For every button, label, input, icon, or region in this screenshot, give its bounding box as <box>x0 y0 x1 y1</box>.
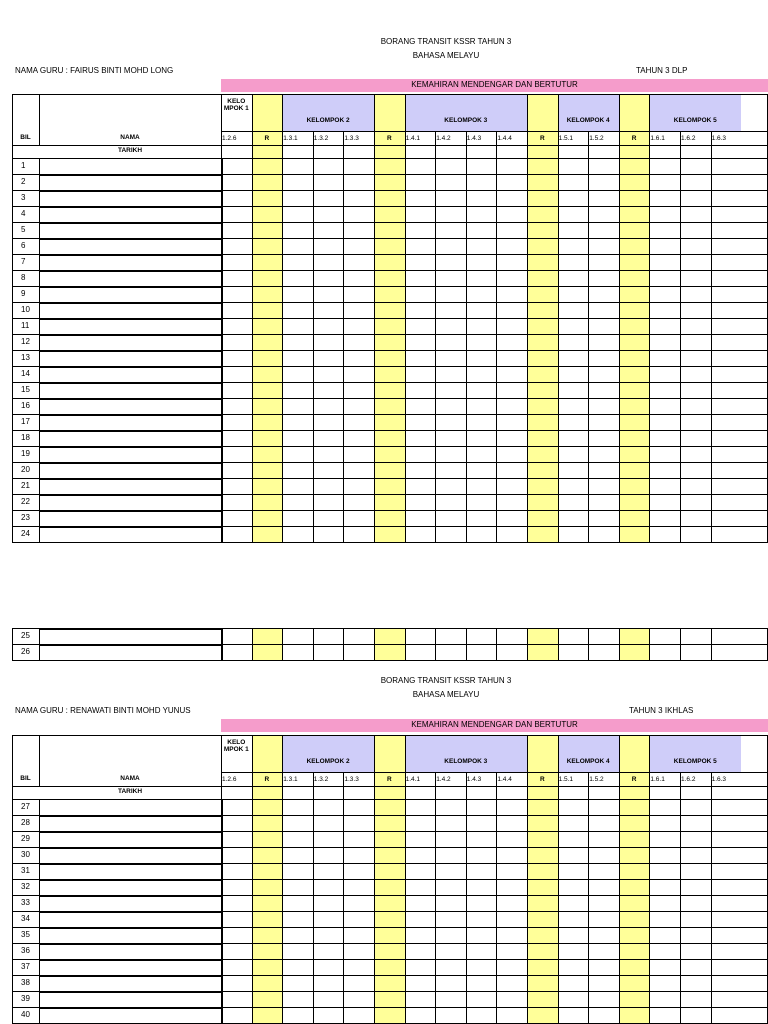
student-name-cell[interactable] <box>40 351 220 365</box>
grid-line <box>221 131 768 132</box>
review-code: R <box>539 776 545 783</box>
student-name-cell[interactable] <box>40 175 220 189</box>
grid-line <box>12 94 13 158</box>
skill-banner: KEMAHIRAN MENDENGAR DAN BERTUTUR <box>221 79 768 92</box>
skill-code: 1.6.2 <box>681 776 696 783</box>
student-name-cell[interactable] <box>40 527 220 541</box>
grid-line <box>711 799 712 1023</box>
skill-code: 1.4.3 <box>466 135 482 142</box>
student-name-cell[interactable] <box>40 431 220 445</box>
review-code: R <box>386 135 392 142</box>
skill-code: 1.6.1 <box>650 135 665 142</box>
student-name-cell[interactable] <box>40 255 220 269</box>
student-name-cell[interactable] <box>40 335 220 349</box>
review-code: R <box>631 135 637 142</box>
row-number: 16 <box>21 401 30 410</box>
review-code: R <box>264 776 270 783</box>
group-header-fill <box>649 736 741 772</box>
grid-line <box>343 799 344 1023</box>
group1-header-label: KELO MPOK 1 <box>223 98 249 112</box>
grid-line <box>558 628 559 660</box>
grid-line <box>619 735 620 799</box>
row-number: 15 <box>21 385 30 394</box>
class-name: TAHUN 3 DLP <box>636 66 688 75</box>
row-number: 18 <box>21 433 30 442</box>
row-number: 22 <box>21 497 30 506</box>
grid-line <box>405 158 406 542</box>
form-title: BORANG TRANSIT KSSR TAHUN 3 <box>380 676 512 685</box>
teacher-name: NAMA GURU : FAIRUS BINTI MOHD LONG <box>15 66 174 75</box>
grid-line <box>466 158 467 542</box>
grid-line <box>252 628 253 660</box>
skill-code: 1.4.3 <box>466 776 482 783</box>
student-name-cell[interactable] <box>40 191 220 205</box>
grid-line <box>527 799 528 1023</box>
grid-line <box>313 799 314 1023</box>
grid-line <box>558 735 559 799</box>
class-name: TAHUN 3 IKHLAS <box>629 706 694 715</box>
student-name-cell[interactable] <box>40 271 220 285</box>
group-header-label: KELOMPOK 3 <box>444 758 488 765</box>
grid-line <box>221 94 222 158</box>
col-bil-header: BIL <box>20 775 31 782</box>
grid-line <box>558 94 559 158</box>
row-number: 24 <box>21 529 30 538</box>
student-name-cell[interactable] <box>40 880 220 894</box>
row-number: 12 <box>21 337 30 346</box>
student-name-cell[interactable] <box>40 463 220 477</box>
skill-code: 1.4.4 <box>497 776 512 783</box>
grid-line <box>496 799 497 1023</box>
row-number: 5 <box>21 225 26 234</box>
grid-line <box>12 735 13 799</box>
grid-line <box>39 628 40 660</box>
row-number: 38 <box>21 978 30 987</box>
skill-code: 1.3.2 <box>313 776 329 783</box>
student-name-cell[interactable] <box>40 629 220 643</box>
student-name-cell[interactable] <box>40 303 220 317</box>
review-code: R <box>386 776 392 783</box>
skill-banner: KEMAHIRAN MENDENGAR DAN BERTUTUR <box>221 719 768 732</box>
grid-line <box>374 735 375 799</box>
grid-line <box>221 735 222 799</box>
grid-line <box>12 735 768 736</box>
row-number: 14 <box>21 369 30 378</box>
student-name-cell[interactable] <box>40 223 220 237</box>
grid-line <box>221 799 223 1023</box>
student-name-cell[interactable] <box>40 207 220 221</box>
student-name-cell[interactable] <box>40 800 220 814</box>
row-number: 28 <box>21 818 30 827</box>
group-header-fill <box>649 95 741 131</box>
skill-code: 1.4.1 <box>405 135 421 142</box>
grid-line <box>282 94 283 158</box>
row-number: 6 <box>21 241 26 250</box>
grid-line <box>466 628 467 660</box>
grid-line <box>12 628 768 629</box>
grid-line <box>12 94 768 95</box>
student-name-cell[interactable] <box>40 928 220 942</box>
student-name-cell[interactable] <box>40 832 220 846</box>
row-number: 32 <box>21 882 30 891</box>
skill-code: 1.4.2 <box>436 135 451 142</box>
grid-line <box>649 735 650 799</box>
grid-line <box>649 799 650 1023</box>
group-header-label: KELOMPOK 2 <box>306 758 350 765</box>
row-number: 11 <box>21 321 30 330</box>
skill-code: 1.5.1 <box>558 776 574 783</box>
student-name-cell[interactable] <box>40 944 220 958</box>
teacher-name: NAMA GURU : RENAWATI BINTI MOHD YUNUS <box>15 706 191 715</box>
student-name-cell[interactable] <box>40 976 220 990</box>
row-number: 35 <box>21 930 30 939</box>
student-name-cell[interactable] <box>40 816 220 830</box>
grid-line <box>374 94 375 158</box>
grid-line <box>558 158 559 542</box>
row-number: 36 <box>21 946 30 955</box>
skill-code: 1.5.2 <box>589 135 604 142</box>
student-name-cell[interactable] <box>40 159 220 173</box>
skill-code: 1.5.1 <box>558 135 574 142</box>
skill-code: 1.2.6 <box>222 776 237 783</box>
student-name-cell[interactable] <box>40 287 220 301</box>
form-title: BORANG TRANSIT KSSR TAHUN 3 <box>380 37 512 46</box>
grid-line <box>12 786 768 787</box>
row-number: 10 <box>21 305 30 314</box>
student-name-cell[interactable] <box>40 239 220 253</box>
student-name-cell[interactable] <box>40 1008 220 1022</box>
grid-line <box>39 799 40 1023</box>
group-header-fill <box>558 95 619 131</box>
row-number: 1 <box>21 161 26 170</box>
grid-line <box>12 158 13 542</box>
group-header-fill <box>558 736 619 772</box>
group-header-label: KELOMPOK 2 <box>306 117 350 124</box>
skill-code: 1.4.4 <box>497 135 512 142</box>
grid-line <box>12 145 768 146</box>
row-number: 20 <box>21 465 30 474</box>
grid-line <box>588 158 589 542</box>
row-number: 37 <box>21 962 30 971</box>
student-name-cell[interactable] <box>40 960 220 974</box>
grid-line <box>12 542 768 543</box>
grid-line <box>435 158 436 542</box>
grid-line <box>252 799 253 1023</box>
student-name-cell[interactable] <box>40 992 220 1006</box>
student-name-cell[interactable] <box>40 319 220 333</box>
grid-line <box>711 158 712 542</box>
grid-line <box>282 158 283 542</box>
row-number: 4 <box>21 209 26 218</box>
grid-line <box>405 735 406 799</box>
grid-line <box>374 628 375 660</box>
grid-line <box>527 158 528 542</box>
grid-line <box>405 94 406 158</box>
grid-line <box>343 628 344 660</box>
grid-line <box>374 799 375 1023</box>
group-header-label: KELOMPOK 4 <box>566 117 610 124</box>
group-header-fill <box>405 95 527 131</box>
skill-code: 1.6.3 <box>711 135 727 142</box>
student-name-cell[interactable] <box>40 479 220 493</box>
row-number: 7 <box>21 257 26 266</box>
student-name-cell[interactable] <box>40 367 220 381</box>
student-name-cell[interactable] <box>40 399 220 413</box>
student-name-cell[interactable] <box>40 495 220 509</box>
grid-line <box>252 735 253 799</box>
group-header-fill <box>282 736 374 772</box>
grid-line <box>221 772 768 773</box>
subject-title: BAHASA MELAYU <box>412 690 480 699</box>
subject-title: BAHASA MELAYU <box>412 51 480 60</box>
grid-line <box>12 628 13 660</box>
grid-line <box>527 628 528 660</box>
group-header-label: KELOMPOK 5 <box>673 117 717 124</box>
grid-line <box>313 158 314 542</box>
group-header-label: KELOMPOK 4 <box>566 758 610 765</box>
grid-line <box>435 628 436 660</box>
skill-code: 1.5.2 <box>589 776 604 783</box>
student-name-cell[interactable] <box>40 645 220 659</box>
col-nama-header: NAMA <box>120 775 140 782</box>
student-name-cell[interactable] <box>40 912 220 926</box>
skill-code: 1.6.1 <box>650 776 665 783</box>
skill-code: 1.6.3 <box>711 776 727 783</box>
student-name-cell[interactable] <box>40 447 220 461</box>
group-header-label: KELOMPOK 5 <box>673 758 717 765</box>
skill-code: 1.3.1 <box>283 135 298 142</box>
group-header-label: KELOMPOK 3 <box>444 117 488 124</box>
skill-code: 1.4.1 <box>405 776 421 783</box>
grid-line <box>711 628 712 660</box>
group-header-fill <box>405 736 527 772</box>
grid-line <box>649 158 650 542</box>
row-number: 13 <box>21 353 30 362</box>
grid-line <box>12 799 13 1023</box>
row-number: 26 <box>21 647 30 656</box>
skill-code: 1.3.2 <box>313 135 329 142</box>
row-number: 2 <box>21 177 26 186</box>
review-code: R <box>539 135 545 142</box>
grid-line <box>435 799 436 1023</box>
grid-line <box>466 799 467 1023</box>
grid-line <box>282 628 283 660</box>
grid-line <box>12 660 768 661</box>
skill-code: 1.4.2 <box>436 776 451 783</box>
row-number: 19 <box>21 449 30 458</box>
grid-line <box>619 94 620 158</box>
student-name-cell[interactable] <box>40 415 220 429</box>
skill-code: 1.3.3 <box>344 776 359 783</box>
grid-line <box>405 628 406 660</box>
row-number: 39 <box>21 994 30 1003</box>
tarikh-row-label: TARIKH <box>117 788 143 795</box>
review-code: R <box>264 135 270 142</box>
row-number: 31 <box>21 866 30 875</box>
row-number: 9 <box>21 289 26 298</box>
skill-code: 1.6.2 <box>681 135 696 142</box>
grid-line <box>496 158 497 542</box>
row-number: 21 <box>21 481 30 490</box>
grid-line <box>252 94 253 158</box>
grid-line <box>649 628 650 660</box>
grid-line <box>282 799 283 1023</box>
grid-line <box>252 158 253 542</box>
col-nama-header: NAMA <box>120 134 140 141</box>
row-number: 40 <box>21 1010 30 1019</box>
grid-line <box>282 735 283 799</box>
row-number: 29 <box>21 834 30 843</box>
row-number: 33 <box>21 898 30 907</box>
row-number: 23 <box>21 513 30 522</box>
grid-line <box>496 628 497 660</box>
skill-code: 1.3.3 <box>344 135 359 142</box>
grid-line <box>374 158 375 542</box>
grid-line <box>680 628 681 660</box>
row-number: 17 <box>21 417 30 426</box>
student-name-cell[interactable] <box>40 848 220 862</box>
row-number: 3 <box>21 193 26 202</box>
group1-header-label: KELO MPOK 1 <box>223 739 249 753</box>
row-number: 25 <box>21 631 30 640</box>
grid-line <box>619 799 620 1023</box>
col-bil-header: BIL <box>20 134 31 141</box>
grid-line <box>221 628 223 660</box>
group-header-fill <box>282 95 374 131</box>
student-name-cell[interactable] <box>40 864 220 878</box>
grid-line <box>527 94 528 158</box>
grid-line <box>619 628 620 660</box>
grid-line <box>680 158 681 542</box>
row-number: 30 <box>21 850 30 859</box>
grid-line <box>680 799 681 1023</box>
row-number: 8 <box>21 273 26 282</box>
grid-line <box>619 158 620 542</box>
grid-line <box>405 799 406 1023</box>
grid-line <box>588 628 589 660</box>
skill-code: 1.2.6 <box>222 135 237 142</box>
grid-line <box>588 799 589 1023</box>
tarikh-row-label: TARIKH <box>117 147 143 154</box>
student-name-cell[interactable] <box>40 511 220 525</box>
student-name-cell[interactable] <box>40 383 220 397</box>
student-name-cell[interactable] <box>40 896 220 910</box>
grid-line <box>649 94 650 158</box>
skill-code: 1.3.1 <box>283 776 298 783</box>
review-code: R <box>631 776 637 783</box>
row-number: 27 <box>21 802 30 811</box>
row-number: 34 <box>21 914 30 923</box>
grid-line <box>527 735 528 799</box>
grid-line <box>39 158 40 542</box>
grid-line <box>343 158 344 542</box>
grid-line <box>558 799 559 1023</box>
grid-line <box>313 628 314 660</box>
grid-line <box>221 158 223 542</box>
